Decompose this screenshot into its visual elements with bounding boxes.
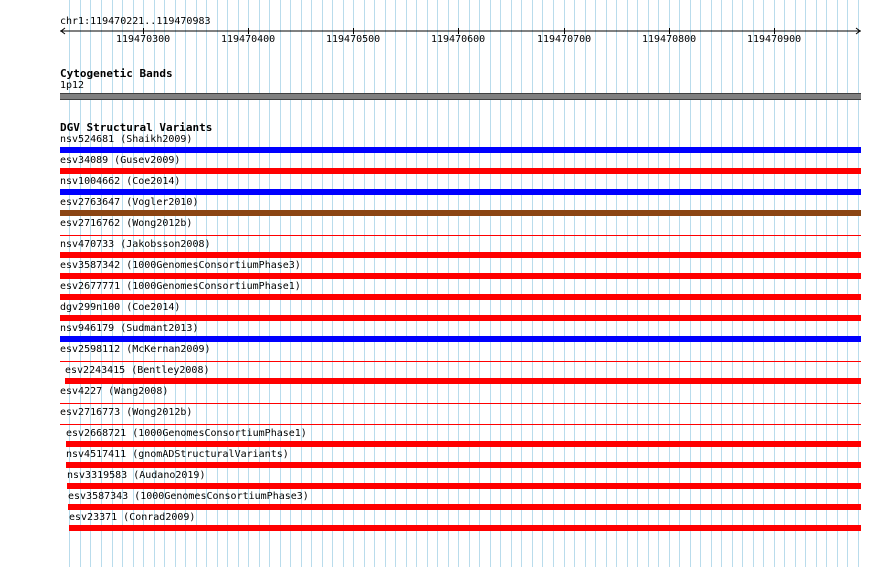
dgv-feature-bar[interactable]: [60, 424, 861, 425]
dgv-feature-bar[interactable]: [60, 235, 861, 236]
dgv-feature-label: esv2668721 (1000GenomesConsortiumPhase1): [66, 428, 307, 439]
dgv-feature-label: esv2243415 (Bentley2008): [65, 365, 210, 376]
dgv-feature-label: esv2763647 (Vogler2010): [60, 197, 199, 208]
dgv-feature-bar[interactable]: [60, 403, 861, 404]
dgv-feature-bar[interactable]: [66, 462, 861, 468]
dgv-feature-bar[interactable]: [60, 361, 861, 362]
dgv-feature-bar[interactable]: [60, 336, 861, 342]
ruler-tick-label: 119470300: [116, 34, 171, 45]
ruler-tick-label: 119470400: [221, 34, 276, 45]
dgv-feature-label: esv34089 (Gusev2009): [60, 155, 181, 166]
dgv-feature-label: esv3587343 (1000GenomesConsortiumPhase3): [68, 491, 309, 502]
dgv-feature-bar[interactable]: [60, 168, 861, 174]
dgv-feature-label: esv2716762 (Wong2012b): [60, 218, 193, 229]
dgv-feature-bar[interactable]: [60, 273, 861, 279]
dgv-feature-bar[interactable]: [60, 315, 861, 321]
dgv-feature-label: dgv299n100 (Coe2014): [60, 302, 181, 313]
dgv-feature-label: esv23371 (Conrad2009): [69, 512, 196, 523]
dgv-feature-label: esv4227 (Wang2008): [60, 386, 169, 397]
dgv-feature-label: esv2677771 (1000GenomesConsortiumPhase1): [60, 281, 301, 292]
ruler-tick-label: 119470700: [537, 34, 592, 45]
ruler-tick-label: 119470800: [642, 34, 697, 45]
dgv-feature-label: nsv470733 (Jakobsson2008): [60, 239, 211, 250]
dgv-feature-bar[interactable]: [67, 483, 861, 489]
ruler-tick-label: 119470900: [747, 34, 802, 45]
dgv-feature-bar[interactable]: [60, 294, 861, 300]
dgv-feature-label: esv2598112 (McKernan2009): [60, 344, 211, 355]
dgv-feature-bar[interactable]: [68, 504, 861, 510]
dgv-feature-bar[interactable]: [60, 147, 861, 153]
cytoband-label: 1p12: [60, 80, 85, 91]
dgv-feature-bar[interactable]: [66, 441, 861, 447]
dgv-feature-label: nsv1004662 (Coe2014): [60, 176, 181, 187]
dgv-feature-bar[interactable]: [69, 525, 861, 531]
dgv-feature-label: nsv3319583 (Audano2019): [67, 470, 206, 481]
dgv-feature-bar[interactable]: [65, 378, 861, 384]
dgv-feature-label: nsv524681 (Shaikh2009): [60, 134, 193, 145]
dgv-feature-bar[interactable]: [60, 252, 861, 258]
dgv-feature-bar[interactable]: [60, 189, 861, 195]
dgv-feature-label: nsv946179 (Sudmant2013): [60, 323, 199, 334]
dgv-feature-label: nsv4517411 (gnomADStructuralVariants): [66, 449, 289, 460]
ruler-tick-label: 119470600: [431, 34, 486, 45]
cytoband-bar[interactable]: [60, 93, 861, 100]
dgv-track-title: DGV Structural Variants: [60, 121, 213, 134]
ruler-location: chr1:119470221..119470983: [60, 16, 211, 27]
ruler-tick-label: 119470500: [326, 34, 381, 45]
dgv-feature-label: esv3587342 (1000GenomesConsortiumPhase3): [60, 260, 301, 271]
dgv-feature-label: esv2716773 (Wong2012b): [60, 407, 193, 418]
dgv-feature-bar[interactable]: [60, 210, 861, 216]
cytobands-track-title: Cytogenetic Bands: [60, 67, 173, 80]
